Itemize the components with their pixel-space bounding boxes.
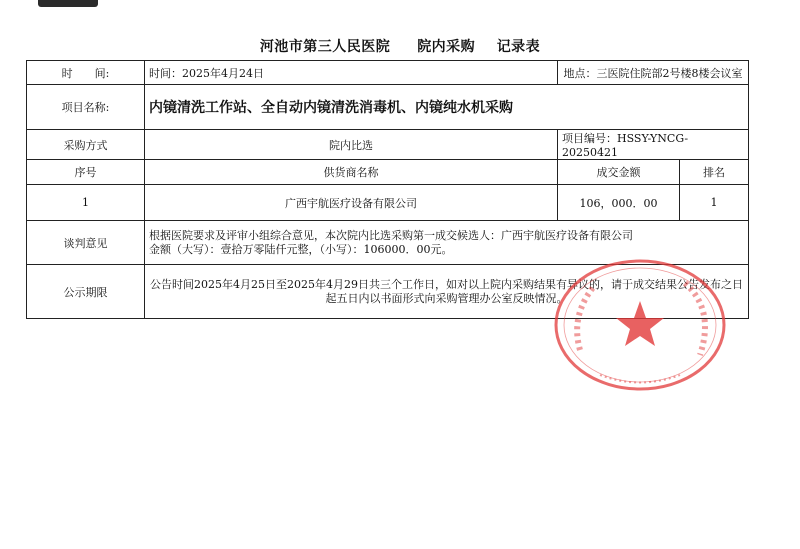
scan-corner-mark <box>38 0 98 7</box>
title-procurement: 院内采购 <box>417 39 476 55</box>
document-title <box>0 36 800 56</box>
notice-line-2: 起五日内以书面形式向采购管理办公室反映情况。 <box>325 291 568 305</box>
project-row <box>27 85 749 130</box>
opinion-line-1: 根据医院要求及评审小组综合意见，本次院内比选采购第一成交候选人：广西宇航医疗设备有限公司 <box>149 228 633 242</box>
method-label: 采购方式 <box>27 130 145 160</box>
project-number: 项目编号：HSSY-YNCG-20250421 <box>558 130 749 160</box>
method-row <box>27 130 749 160</box>
header-amount: 成交金额 <box>558 160 680 185</box>
opinion-line-2: 金额（大写）：壹拾万零陆仟元整，（小写）：106000．00元。 <box>149 242 453 256</box>
table-header-row <box>27 160 749 185</box>
opinion-label: 谈判意见 <box>27 221 145 265</box>
row-supplier: 广西宇航医疗设备有限公司 <box>145 185 558 221</box>
time-row <box>27 61 749 85</box>
header-seq: 序号 <box>27 160 145 185</box>
official-seal-stamp <box>540 255 740 395</box>
notice-label: 公示期限 <box>27 265 145 319</box>
project-label: 项目名称: <box>27 85 145 130</box>
location-value: 地点：三医院住院部2号楼8楼会议室 <box>558 61 749 85</box>
header-rank: 排名 <box>680 160 749 185</box>
row-amount: 106，000．00 <box>558 185 680 221</box>
row-seq: 1 <box>27 185 145 221</box>
method-value: 院内比选 <box>145 130 558 160</box>
project-name: 内镜清洗工作站、全自动内镜清洗消毒机、内镜纯水机采购 <box>145 85 749 130</box>
row-rank: 1 <box>680 185 749 221</box>
header-supplier: 供货商名称 <box>145 160 558 185</box>
time-label: 时 间: <box>27 61 145 85</box>
title-hospital: 河池市第三人民医院 <box>259 39 391 55</box>
seal-star-icon <box>616 301 664 346</box>
time-value: 时间：2025年4月24日 <box>145 61 558 85</box>
notice-line-1: 公告时间2025年4月25日至2025年4月29日共三个工作日，如对以上院内采购结果有异议的，请于成交结果公告发布之日 <box>150 277 743 291</box>
title-record: 记录表 <box>496 39 541 55</box>
table-row <box>27 185 749 221</box>
